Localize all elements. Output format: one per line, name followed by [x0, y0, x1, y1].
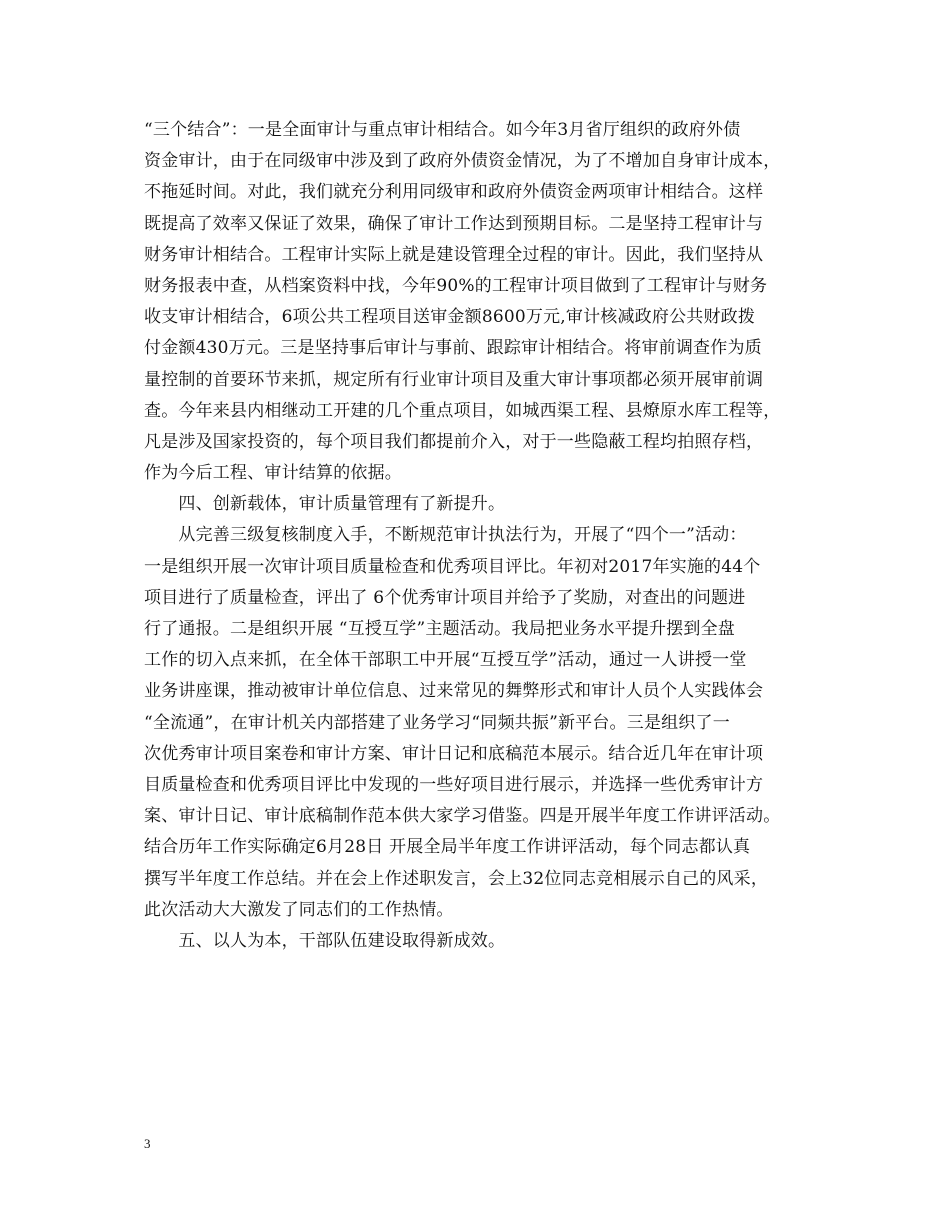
- text-line: 付金额430万元。三是坚持事后审计与事前、跟踪审计相结合。将审前调查作为质: [144, 338, 762, 359]
- text-line: “全流通”，在审计机关内部搭建了业务学习“同频共振”新平台。三是组织了一: [144, 712, 730, 733]
- body-text: [144, 115, 806, 957]
- text-line: 工作的切入点来抓，在全体干部职工中开展“互授互学”活动，通过一人讲授一堂: [144, 650, 747, 671]
- text-line: 作为今后工程、审计结算的依据。: [144, 463, 402, 484]
- text-line: 凡是涉及国家投资的，每个项目我们都提前介入，对于一些隐蔽工程均拍照存档，: [144, 431, 764, 452]
- text-line: “三个结合”：一是全面审计与重点审计相结合。如今年3月省厅组织的政府外债: [144, 120, 741, 140]
- section-heading: 五、以人为本，干部队伍建设取得新成效。: [144, 930, 506, 951]
- text-line: 业务讲座课，推动被审计单位信息、过来常见的舞弊形式和审计人员个人实践体会: [144, 681, 764, 702]
- page-number: 3: [144, 1136, 151, 1151]
- text-line: 撰写半年度工作总结。并在会上作述职发言，会上32位同志竞相展示自己的风采，: [144, 868, 769, 889]
- text-line: 结合历年工作实际确定6月28日 开展全局半年度工作讲评活动，每个同志都认真: [144, 837, 751, 858]
- text-line: 行了通报。二是组织开展 “互授互学”主题活动。我局把业务水平提升摆到全盘: [144, 619, 735, 639]
- text-line: 项目进行了质量检查，评出了 6个优秀审计项目并给予了奖励，对查出的问题进: [144, 587, 746, 608]
- text-line: 从完善三级复核制度入手，不断规范审计执法行为，开展了“四个一”活动：: [144, 525, 747, 546]
- text-line: 收支审计相结合，6项公共工程项目送审金额8600万元,审计核减政府公共财政拨: [144, 307, 756, 328]
- text-line: 目质量检查和优秀项目评比中发现的一些好项目进行展示，并选择一些优秀审计方: [144, 774, 764, 795]
- text-line: 不拖延时间。对此，我们就充分利用同级审和政府外债资金两项审计相结合。这样: [144, 182, 764, 203]
- text-line: 此次活动大大激发了同志们的工作热情。: [144, 899, 454, 920]
- text-line: 既提高了效率又保证了效果，确保了审计工作达到预期目标。二是坚持工程审计与: [144, 213, 764, 234]
- text-line: 次优秀审计项目案卷和审计方案、审计日记和底稿范本展示。结合近几年在审计项: [144, 743, 764, 764]
- section-heading: 四、创新载体，审计质量管理有了新提升。: [144, 494, 506, 515]
- text-line: 查。今年来县内相继动工开建的几个重点项目，如城西渠工程、县燎原水库工程等，: [144, 400, 781, 421]
- text-line: 资金审计，由于在同级审中涉及到了政府外债资金情况，为了不增加自身审计成本，: [144, 151, 781, 172]
- text-line: 财务报表中查，从档案资料中找，今年90%的工程审计项目做到了工程审计与财务: [144, 275, 768, 296]
- text-line: 一是组织开展一次审计项目质量检查和优秀项目评比。年初对2017年实施的44个: [144, 556, 761, 577]
- text-line: 量控制的首要环节来抓，规定所有行业审计项目及重大审计事项都必须开展审前调: [144, 369, 764, 390]
- text-line: 财务审计相结合。工程审计实际上就是建设管理全过程的审计。因此，我们坚持从: [144, 244, 764, 265]
- text-line: 案、审计日记、审计底稿制作范本供大家学习借鉴。四是开展半年度工作讲评活动。: [144, 806, 781, 827]
